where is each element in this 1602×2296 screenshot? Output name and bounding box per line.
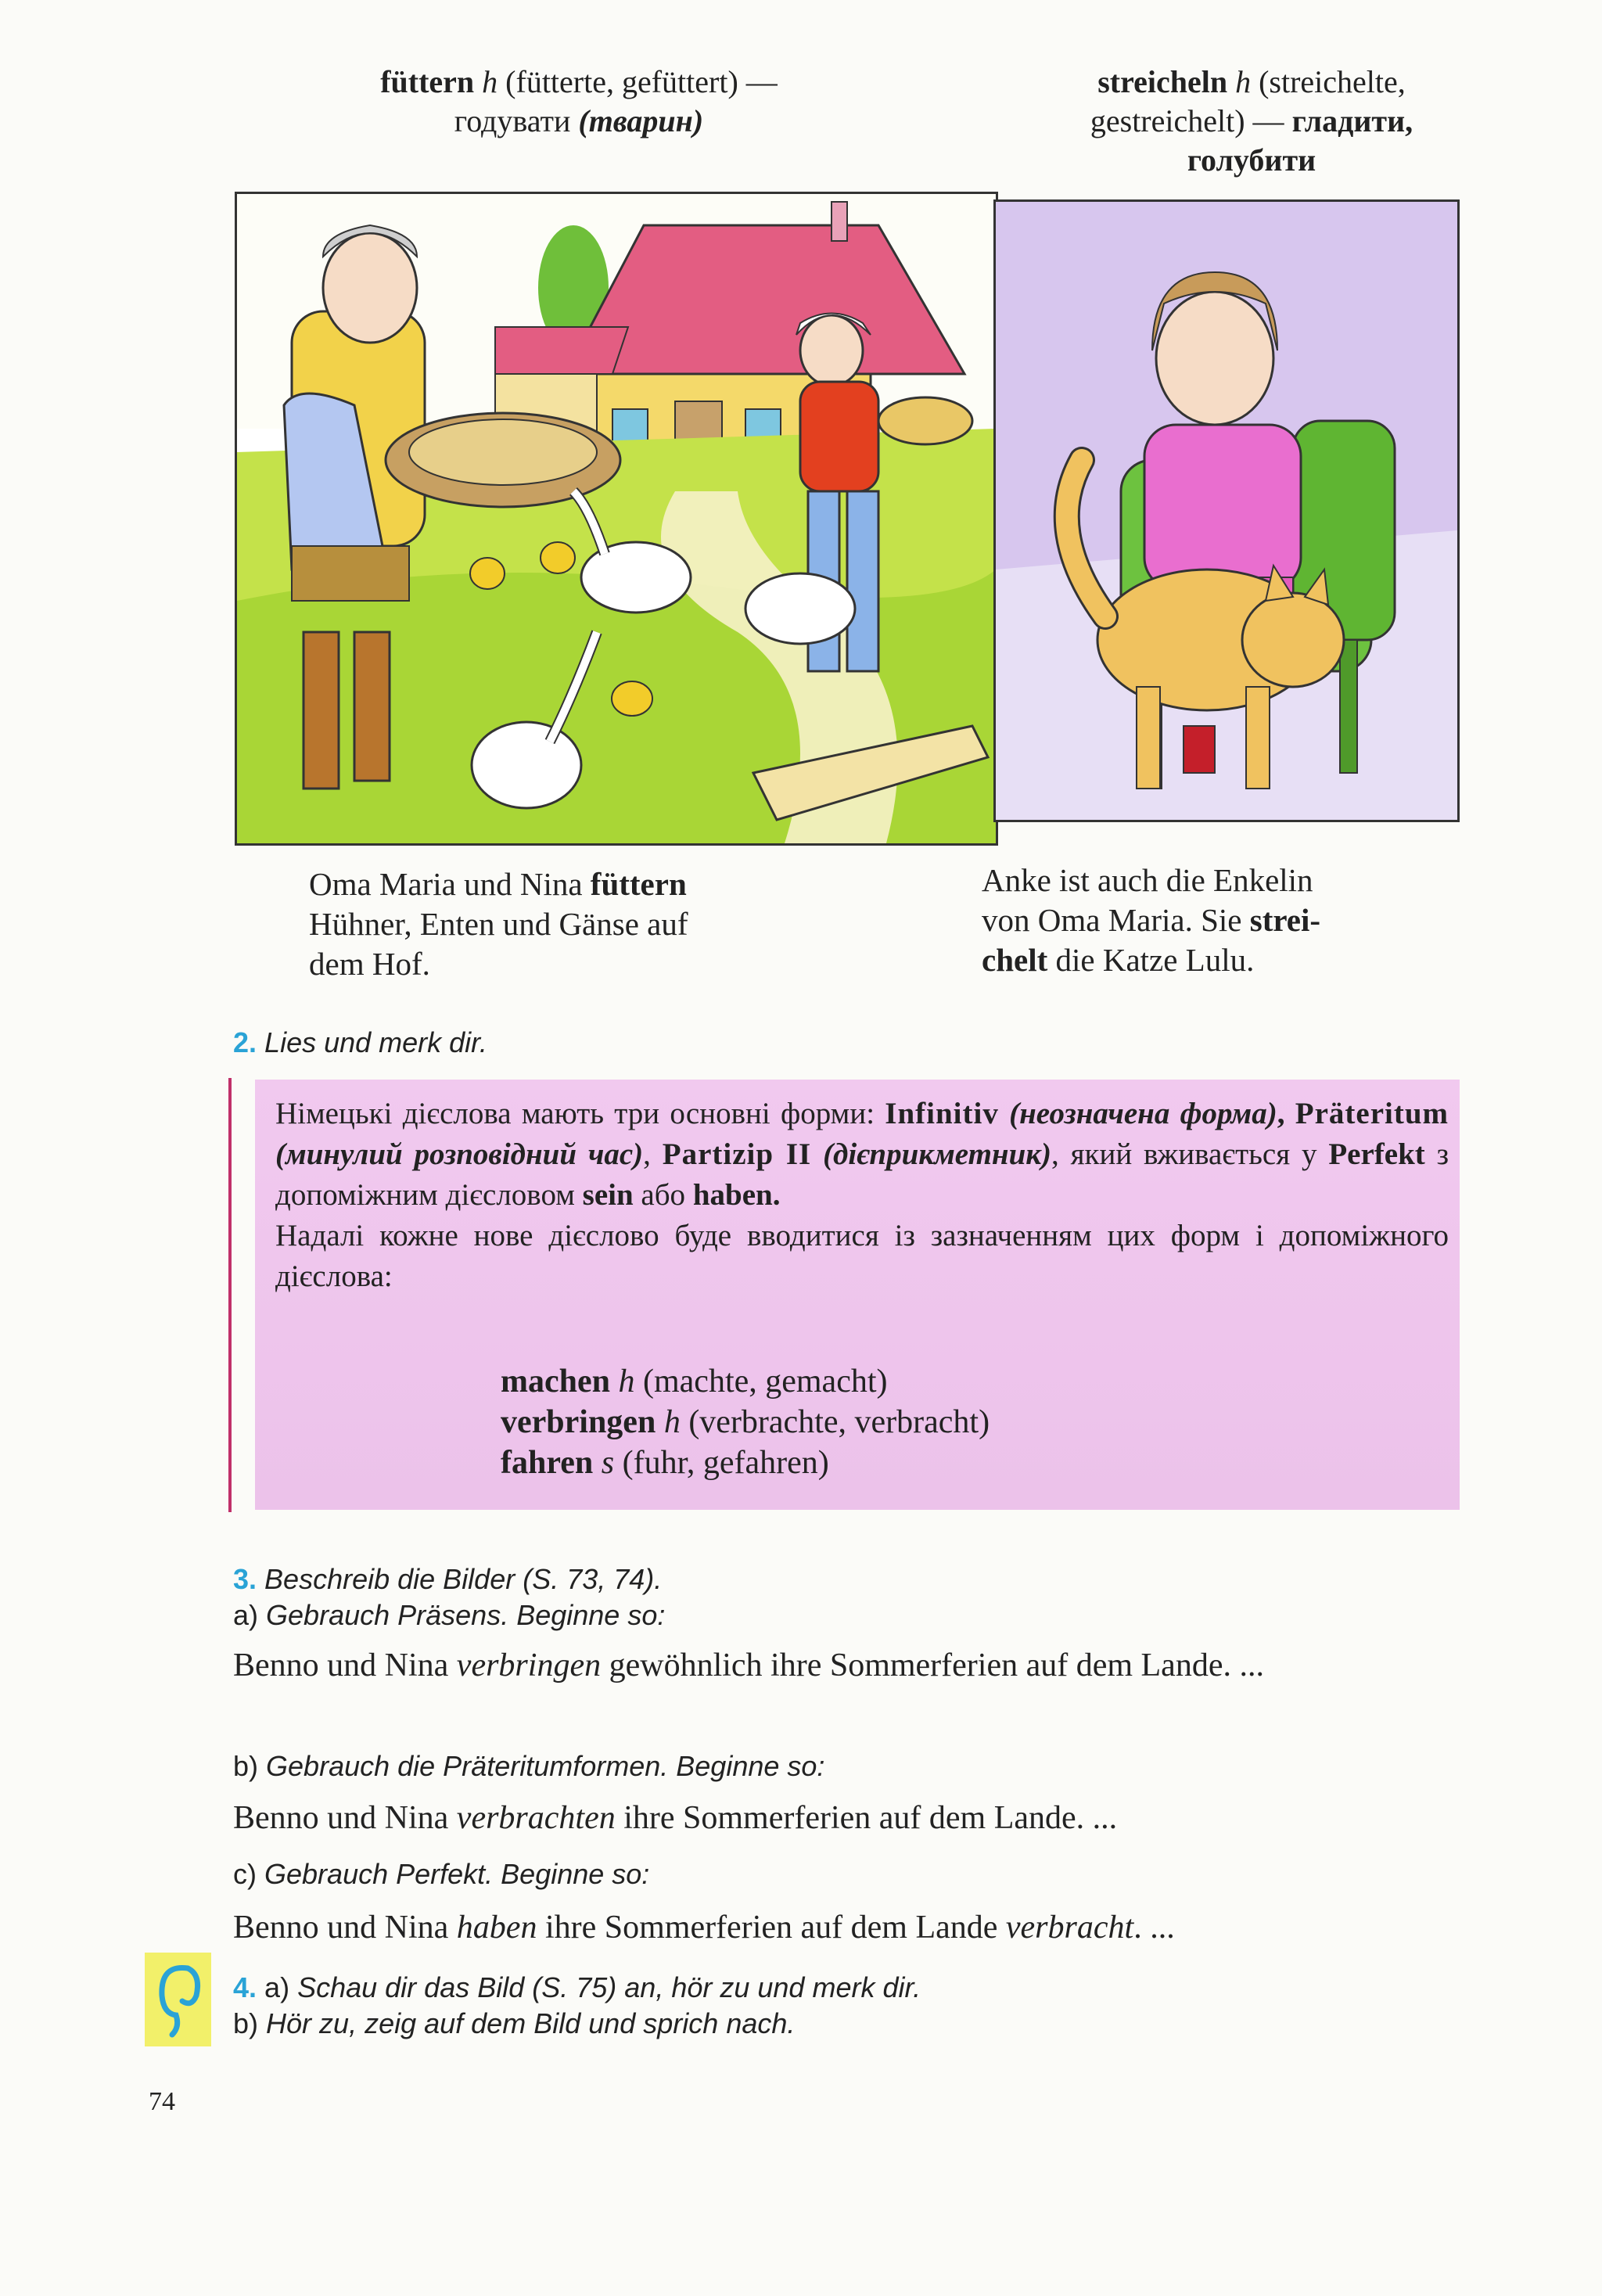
- rule-paragraph-2: Надалі кожне нове дієслово буде вводитися із зазначенням цих форм і допоміжного дієслова:: [275, 1219, 1449, 1293]
- task-3a-text: Benno und Nina verbringen gewöhnlich ihre Sommerferien auf dem Lande. ...: [233, 1647, 1264, 1683]
- page-number: 74: [149, 2087, 175, 2116]
- task-number: 4.: [233, 1971, 257, 2003]
- task-2-heading: [233, 1025, 1015, 1061]
- verb-row: machen h (machte, gemacht): [501, 1364, 888, 1400]
- girl-cat-image: [996, 202, 1457, 820]
- caption-text: dem Hof.: [309, 946, 430, 982]
- rule-paragraph-1: Німецькі дієслова мають три основні форми: Infinitiv (неозначена форма), Präteritum (минулий розповідний час), Partizip II (дієприкметник), який вживається у Perfekt з допоміжним дієсловом sein або haben.: [275, 1097, 1449, 1212]
- task-instruction: Lies und merk dir.: [264, 1026, 487, 1058]
- rule-box-bar: [228, 1078, 232, 1512]
- verb-row: fahren s (fuhr, gefahren): [501, 1445, 829, 1481]
- task-3b-text: Benno und Nina verbrachten ihre Sommerferien auf dem Lande. ...: [233, 1800, 1118, 1836]
- caption-left: [309, 864, 849, 984]
- caption-right: [982, 861, 1482, 980]
- task-number: 3.: [233, 1563, 257, 1595]
- farm-scene-image: [237, 194, 996, 843]
- verb-row: verbringen h (verbrachte, verbracht): [501, 1404, 990, 1440]
- rule-text: [275, 1094, 1449, 1297]
- verb-forms-list: [501, 1361, 1361, 1483]
- task-3b-heading: b) Gebrauch die Präteritumformen. Beginne so:: [233, 1750, 825, 1782]
- caption-text: Oma Maria und Nina: [309, 866, 591, 902]
- task-3-heading: 3. Beschreib die Bilder (S. 73, 74). a) Gebrauch Präsens. Beginne so:: [233, 1563, 666, 1631]
- vocab-translation: гладити,: [1291, 103, 1413, 138]
- vocab-translation: голубити: [1187, 142, 1316, 178]
- cat-illustration: [993, 199, 1460, 822]
- task-3c-text: Benno und Nina haben ihre Sommerferien auf dem Lande verbracht. ...: [233, 1910, 1175, 1946]
- vocab-fuettern: [258, 63, 900, 141]
- caption-text: Hühner, Enten und Gänse auf: [309, 906, 688, 942]
- vocab-forms: (fütterte, gefüttert) —: [505, 64, 778, 99]
- caption-text: Anke ist auch die Enkelin: [982, 862, 1313, 898]
- caption-bold: chelt: [982, 942, 1048, 978]
- caption-bold: füttern: [590, 866, 687, 902]
- vocab-note: (тварин): [578, 103, 704, 138]
- caption-bold: strei-: [1249, 902, 1321, 938]
- vocab-verb: füttern: [380, 64, 475, 99]
- task-number: 2.: [233, 1026, 257, 1058]
- vocab-verb: streicheln: [1097, 64, 1228, 99]
- vocab-aux: h: [1235, 64, 1252, 99]
- ear-icon: [145, 1953, 211, 2046]
- vocab-aux: h: [482, 64, 498, 99]
- task-4-heading: 4. a) Schau dir das Bild (S. 75) an, hör zu und merk dir. b) Hör zu, zeig auf dem Bild und sprich nach.: [233, 1971, 921, 2039]
- task-3c-heading: c) Gebrauch Perfekt. Beginne so:: [233, 1858, 650, 1890]
- caption-text: von Oma Maria. Sie: [982, 902, 1250, 938]
- caption-text: die Katze Lulu.: [1047, 942, 1255, 978]
- vocab-forms: (streichelte,: [1259, 64, 1406, 99]
- farm-illustration: [235, 192, 998, 846]
- vocab-translation: годувати: [454, 103, 571, 138]
- vocab-streicheln: [993, 63, 1510, 180]
- vocab-forms: gestreichelt) —: [1090, 103, 1284, 138]
